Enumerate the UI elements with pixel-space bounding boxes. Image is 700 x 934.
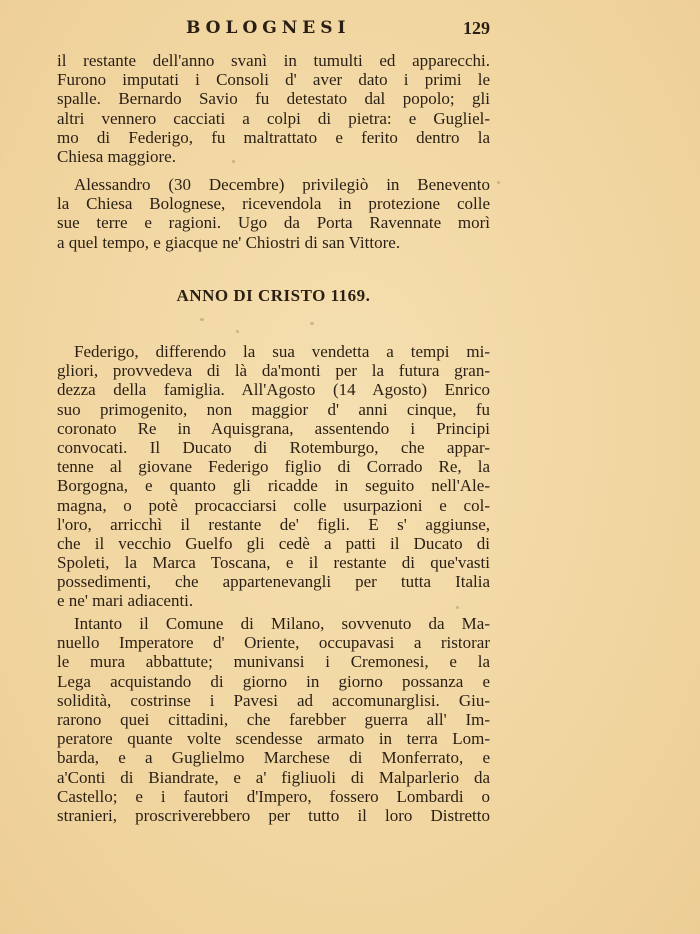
text-line: Alessandro (30 Decembre) privilegiò in Benevento [74, 175, 490, 194]
text-line: nuello Imperatore d' Oriente, occupavasi a ristorar [57, 633, 490, 653]
text-line: spalle. Bernardo Savio fu detestato dal popolo; gli [57, 89, 490, 109]
ink-speck [456, 606, 459, 609]
text-line: che il vecchio Guelfo gli cedè a patti il Ducato di [57, 533, 490, 553]
text-line: Chiesa maggiore. [57, 146, 176, 166]
page-header [58, 18, 490, 44]
text-line: Borgogna, e quanto gli ricadde in seguito nell'Ale- [57, 476, 490, 496]
text-line: dezza della famiglia. All'Agosto (14 Agosto) Enrico [57, 380, 490, 400]
ink-speck [497, 181, 500, 184]
ink-speck [310, 322, 314, 325]
text-line: magna, o potè procacciarsi colle usurpazioni e col- [57, 495, 490, 515]
text-line: le mura abbattute; munivansi i Cremonesi, e la [57, 652, 490, 672]
text-line: stranieri, proscriverebbero per tutto il loro Distretto [57, 805, 490, 825]
text-line: possedimenti, che appartenevangli per tutta Italia [57, 572, 490, 592]
text-line: a quel tempo, e giacque ne' Chiostri di san Vittore. [57, 232, 401, 252]
text-line: convocati. Il Ducato di Rotemburgo, che appar- [57, 437, 490, 457]
section-heading: ANNO DI CRISTO 1169. [176, 286, 371, 305]
text-line: l'oro, arricchì il restante de' figli. E s' aggiunse, [57, 514, 490, 534]
page-number: 129 [463, 18, 490, 38]
text-line: Intanto il Comune di Milano, sovvenuto da Ma- [74, 614, 490, 633]
text-line: peratore quante volte scendesse armato in terra Lom- [57, 729, 490, 749]
text-line: Furono imputati i Consoli d' aver dato i primi le [57, 70, 490, 90]
text-line: Castello; e i fautori d'Impero, fossero Lombardi o [57, 786, 490, 806]
text-line: sue terre e ragioni. Ugo da Porta Ravennate morì [57, 213, 490, 233]
text-line: e ne' mari adiacenti. [57, 591, 194, 611]
ink-speck [236, 330, 239, 333]
text-line: il restante dell'anno svanì in tumulti ed apparecchi. [57, 51, 490, 70]
text-line: Federigo, differendo la sua vendetta a tempi mi- [74, 342, 490, 361]
text-line: tenne al giovane Federigo figlio di Corrado Re, la [57, 457, 490, 477]
text-line: mo di Federigo, fu maltrattato e ferito dentro la [57, 127, 490, 147]
ink-speck [232, 160, 235, 163]
text-line: la Chiesa Bolognese, ricevendola in protezione colle [57, 194, 490, 214]
paragraph-2 [57, 175, 490, 252]
ink-speck [200, 318, 204, 321]
running-title: BOLOGNESI [186, 18, 351, 38]
text-line: coronato Re in Aquisgrana, assentendo i Principi [57, 418, 490, 438]
paragraph-4 [57, 614, 490, 825]
text-line: a'Conti di Biandrate, e a' figliuoli di Malparlerio da [57, 767, 490, 787]
text-line: Lega acquistando di giorno in giorno possanza e [57, 671, 490, 691]
text-line: suo primogenito, non maggior d' anni cinque, fu [57, 399, 490, 419]
text-line: solidità, costrinse i Pavesi ad accomunarglisi. Giu- [57, 690, 490, 710]
paragraph-3 [57, 342, 490, 611]
text-line: barda, e a Guglielmo Marchese di Monferrato, e [57, 748, 490, 768]
paragraph-1 [57, 51, 490, 166]
text-line: rarono quei cittadini, che farebber guerra all' Im- [57, 709, 490, 729]
text-line: altri vennero cacciati a colpi di pietra: e Gugliel- [57, 108, 490, 128]
text-line: gliori, provvedeva di là da'monti per la futura gran- [57, 361, 490, 381]
text-line: Spoleti, la Marca Toscana, e il restante di que'vasti [57, 553, 490, 573]
